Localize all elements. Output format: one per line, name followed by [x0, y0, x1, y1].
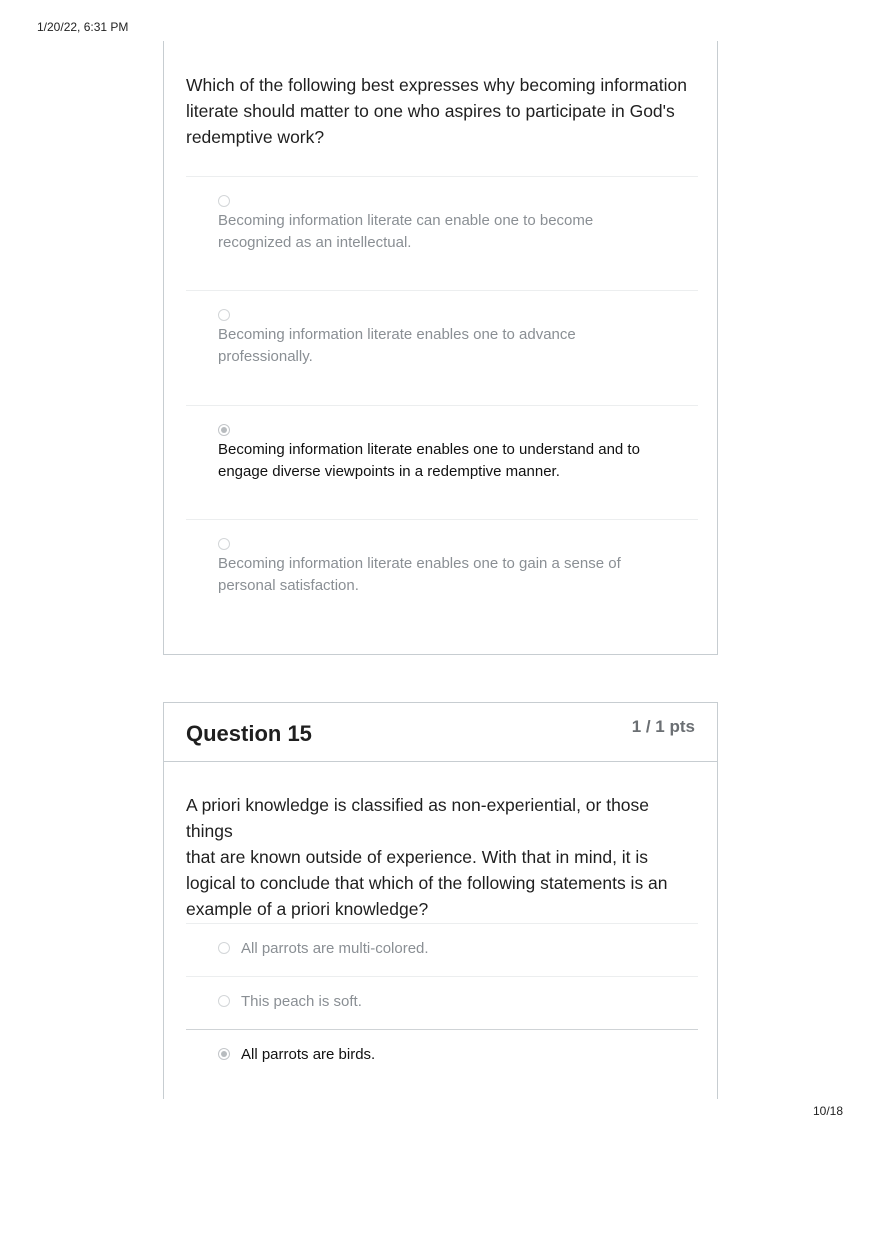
answer-option-1[interactable] [186, 176, 698, 291]
answer-option-3-selected[interactable] [186, 1029, 698, 1082]
question-14-text [186, 72, 696, 150]
print-datetime: 1/20/22, 6:31 PM [37, 20, 129, 34]
answer-option-4[interactable] [186, 519, 698, 634]
answer-label: This peach is soft. [241, 993, 362, 1010]
question-15-text [186, 792, 696, 922]
answer-option-2[interactable] [186, 976, 698, 1029]
radio-button-selected[interactable] [218, 424, 230, 436]
radio-button[interactable] [218, 995, 230, 1007]
question-text-line: logical to conclude that which of the following statements is an [186, 873, 668, 893]
answer-option-2[interactable] [186, 290, 698, 405]
question-header [164, 703, 717, 762]
answer-label: Becoming information literate enables one to understand and to engage diverse viewpoints in a redemptive manner. [218, 441, 640, 480]
radio-button[interactable] [218, 309, 230, 321]
answer-label: All parrots are multi-colored. [241, 940, 429, 957]
answer-label: Becoming information literate enables one to advance professionally. [218, 326, 576, 365]
answer-label: All parrots are birds. [241, 1046, 376, 1063]
answer-label: Becoming information literate can enable one to become recognized as an intellectual. [218, 212, 594, 251]
question-text-line: example of a priori knowledge? [186, 899, 429, 919]
question-14-card [163, 41, 718, 655]
question-text-line: A priori knowledge is classified as non-experiential, or those things [186, 795, 650, 841]
question-points: 1 / 1 pts [631, 717, 695, 736]
question-text-line: literate should matter to one who aspires to participate in God's [186, 101, 675, 121]
question-15-card [163, 702, 718, 1099]
radio-button[interactable] [218, 195, 230, 207]
radio-button[interactable] [218, 942, 230, 954]
answer-label: Becoming information literate enables one to gain a sense of personal satisfaction. [218, 555, 621, 594]
answer-option-3-selected[interactable] [186, 405, 698, 520]
question-text-line: that are known outside of experience. With that in mind, it is [186, 847, 649, 867]
radio-button[interactable] [218, 538, 230, 550]
page-number: 10/18 [812, 1104, 843, 1118]
answer-option-1[interactable] [186, 923, 698, 976]
question-title: Question 15 [186, 721, 312, 746]
question-text-line: Which of the following best expresses why becoming information [186, 75, 687, 95]
question-text-line: redemptive work? [186, 127, 325, 147]
radio-button-selected[interactable] [218, 1048, 230, 1060]
